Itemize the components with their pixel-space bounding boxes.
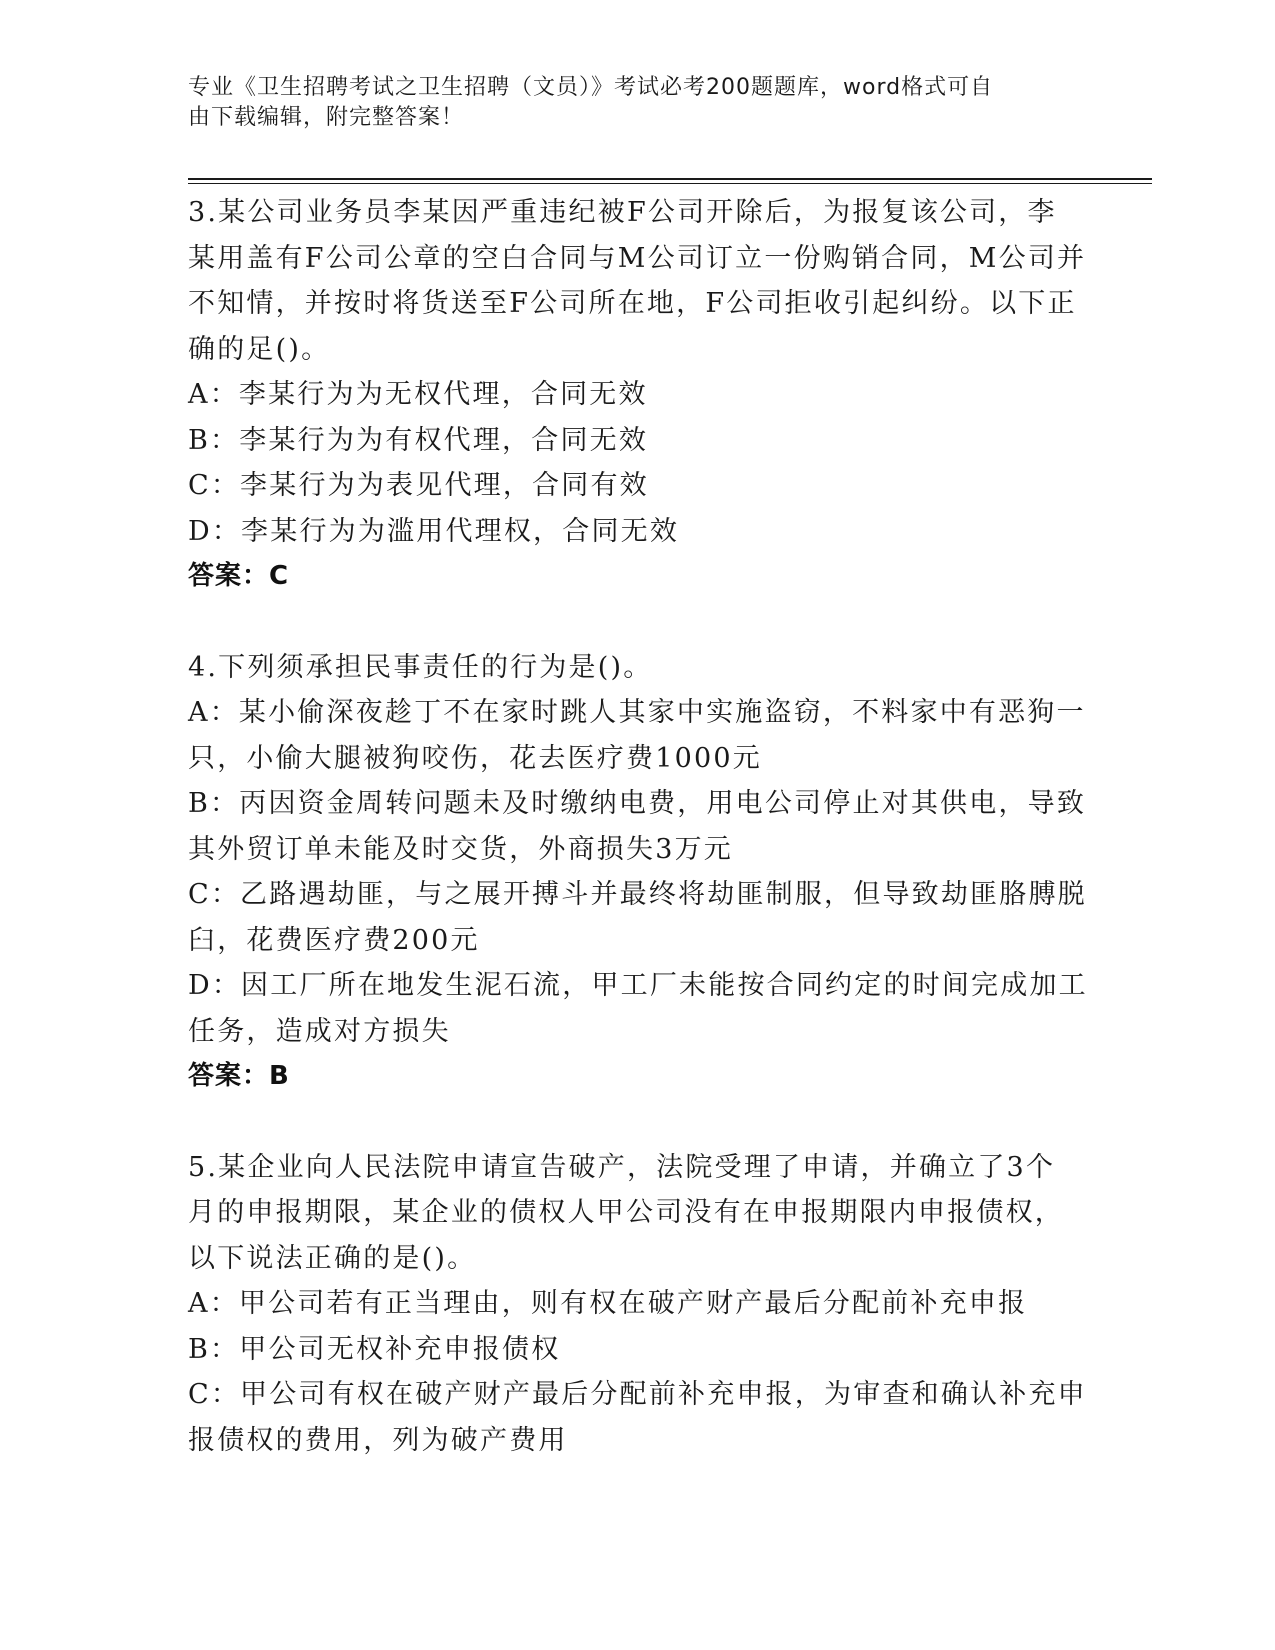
option-c-continued: 报债权的费用，列为破产费用 xyxy=(188,1424,568,1456)
option-b: B：甲公司无权补充申报债权 xyxy=(188,1333,561,1365)
header-divider-thick xyxy=(188,178,1152,180)
option-a: A：某小偷深夜趁丁不在家时跳人其家中实施盗窃，不料家中有恶狗一 xyxy=(188,697,1086,728)
header-line-1: 专业《卫生招聘考试之卫生招聘（文员）》考试必考200题题库，word格式可自 xyxy=(188,75,994,100)
option-c-continued: 臼，花费医疗费200元 xyxy=(188,924,480,956)
question-stem-line: 以下说法正确的是()。 xyxy=(188,1242,477,1274)
question-stem-line: 5.某企业向人民法院申请宣告破产，法院受理了申请，并确立了3个 xyxy=(188,1151,1056,1183)
question-stem-line: 确的足()。 xyxy=(188,333,331,365)
option-b: B：李某行为为有权代理，合同无效 xyxy=(188,424,649,456)
option-c: C：李某行为为表见代理，合同有效 xyxy=(188,470,649,501)
document-header xyxy=(188,73,1068,133)
header-divider-thin xyxy=(188,183,1152,184)
question-stem-line: 月的申报期限，某企业的债权人甲公司没有在申报期限内申报债权， xyxy=(188,1197,1064,1228)
option-c: C：甲公司有权在破产财产最后分配前补充申报，为审查和确认补充申 xyxy=(188,1379,1087,1410)
question-list xyxy=(188,190,1088,1508)
question-stem-line: 不知情，并按时将货送至F公司所在地，F公司拒收引起纠纷。以下正 xyxy=(188,288,1077,319)
question-stem-line: 3.某公司业务员李某因严重违纪被F公司开除后，为报复该公司，李 xyxy=(188,197,1057,228)
answer-line: 答案：B xyxy=(188,1061,290,1091)
option-d-continued: 任务，造成对方损失 xyxy=(188,1015,451,1047)
option-d: D：因工厂所在地发生泥石流，甲工厂未能按合同约定的时间完成加工 xyxy=(188,970,1088,1001)
header-line-2: 由下载编辑，附完整答案！ xyxy=(188,105,465,130)
option-b-continued: 其外贸订单未能及时交货，外商损失3万元 xyxy=(188,833,733,865)
option-b: B：丙因资金周转问题未及时缴纳电费，用电公司停止对其供电，导致 xyxy=(188,788,1087,819)
option-a: A：李某行为为无权代理，合同无效 xyxy=(188,379,648,410)
question-stem-line: 某用盖有F公司公章的空白合同与M公司订立一份购销合同，M公司并 xyxy=(188,242,1087,274)
question-4 xyxy=(188,645,1088,1100)
option-a: A：甲公司若有正当理由，则有权在破产财产最后分配前补充申报 xyxy=(188,1288,1028,1319)
option-a-continued: 只，小偷大腿被狗咬伤，花去医疗费1000元 xyxy=(188,742,762,774)
option-c: C：乙路遇劫匪，与之展开搏斗并最终将劫匪制服，但导致劫匪胳膊脱 xyxy=(188,879,1087,910)
question-5 xyxy=(188,1145,1088,1464)
option-d: D：李某行为为滥用代理权，合同无效 xyxy=(188,515,680,547)
answer-line: 答案：C xyxy=(188,561,290,591)
question-3 xyxy=(188,190,1088,600)
question-stem-line: 4.下列须承担民事责任的行为是()。 xyxy=(188,651,653,683)
